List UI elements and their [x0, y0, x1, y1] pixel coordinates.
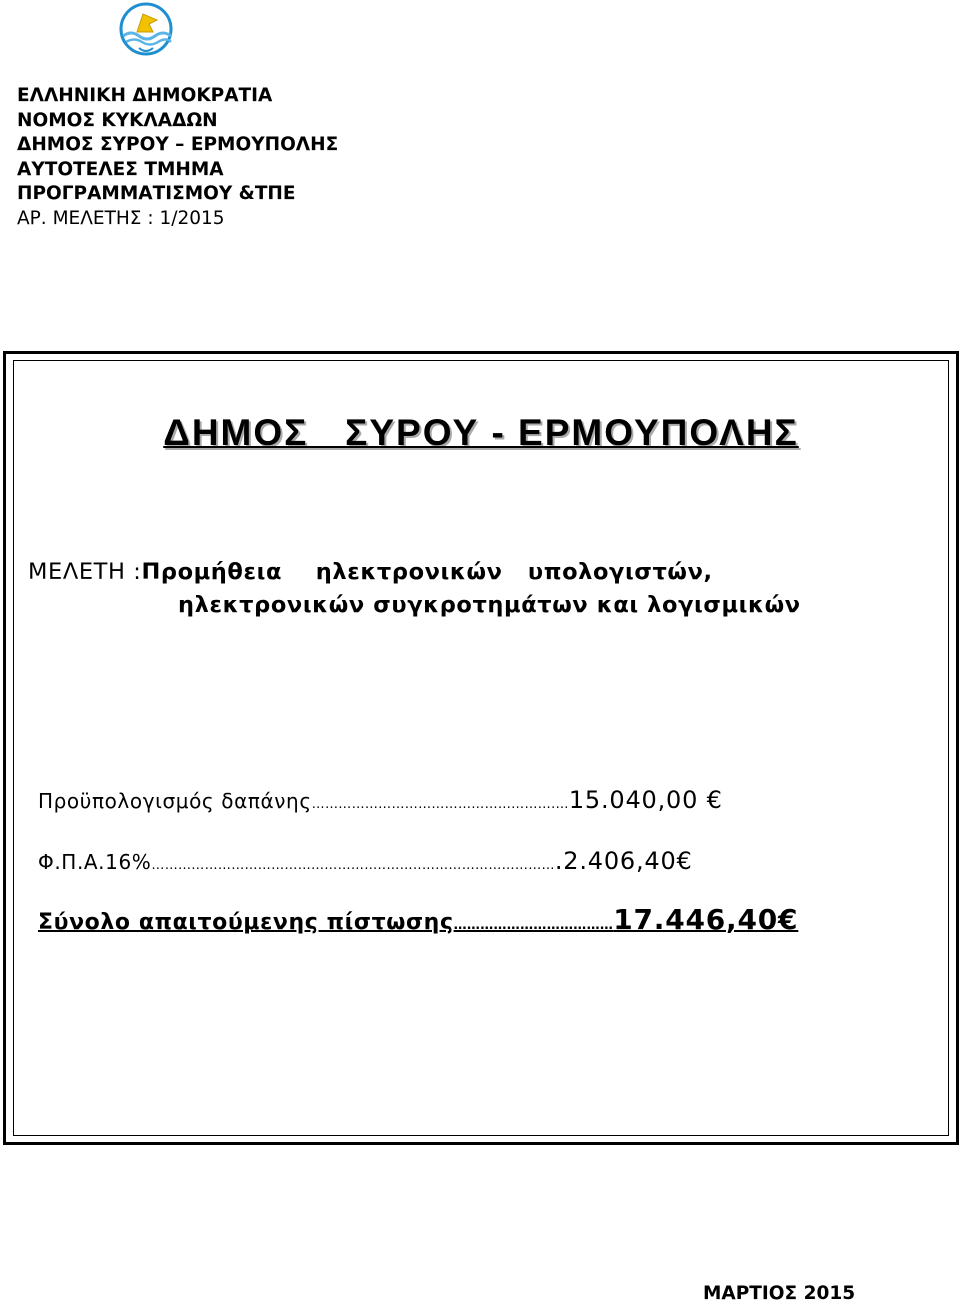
- municipality-heading: ΔΗΜΟΣ ΣΥΡΟΥ - ΕΡΜΟΥΠΟΛΗΣ: [163, 412, 799, 453]
- study-label: ΜΕΛΕΤΗ :: [28, 559, 142, 585]
- vat-label: Φ.Π.Α.16%: [38, 850, 152, 874]
- header-line-unit: ΠΡΟΓΡΑΜΜΑΤΙΣΜΟΥ &ΤΠΕ: [17, 183, 296, 205]
- cost-label: Προϋπολογισμός δαπάνης: [38, 789, 312, 813]
- vat-amount: .2.406,40€: [554, 847, 693, 875]
- study-title-line-2: ηλεκτρονικών συγκροτημάτων και λογισμικών: [178, 592, 801, 618]
- header-line-prefecture: ΝΟΜΟΣ ΚΥΚΛΑΔΩΝ: [17, 109, 218, 131]
- document-date: ΜΑΡΤΙΟΣ 2015: [703, 1283, 856, 1304]
- header-line-municipality: ΔΗΜΟΣ ΣΥΡΟΥ – ΕΡΜΟΥΠΟΛΗΣ: [17, 134, 339, 156]
- budget-vat-row: [38, 847, 693, 875]
- total-amount: 17.446,40€: [613, 903, 799, 936]
- cost-amount: 15.040,00 €: [568, 786, 723, 814]
- title-box: [3, 351, 959, 1145]
- study-description: [28, 556, 801, 622]
- municipality-logo: [109, 2, 183, 56]
- study-title-line-1: Προμήθεια ηλεκτρονικών υπολογιστών,: [141, 559, 713, 585]
- title-box-inner-border: [13, 360, 949, 1136]
- budget-cost-row: [38, 786, 723, 814]
- issuer-header: [17, 84, 338, 232]
- header-line-department: ΑΥΤΟΤΕΛΕΣ ΤΜΗΜΑ: [17, 158, 224, 180]
- header-line-country: ΕΛΛΗΝΙΚΗ ΔΗΜΟΚΡΑΤΙΑ: [17, 85, 273, 106]
- total-label: Σύνολο απαιτούμενης πίστωσης: [38, 910, 454, 935]
- cost-leader-dots: ……………………………………………….…: [311, 797, 569, 812]
- study-number: ΑΡ. ΜΕΛΕΤΗΣ : 1/2015: [17, 207, 225, 229]
- vat-leader-dots: ……………………………………………..……..…………………………: [151, 858, 555, 873]
- budget-total-row: [38, 903, 798, 936]
- total-leader-dots: ………………………………: [453, 918, 614, 933]
